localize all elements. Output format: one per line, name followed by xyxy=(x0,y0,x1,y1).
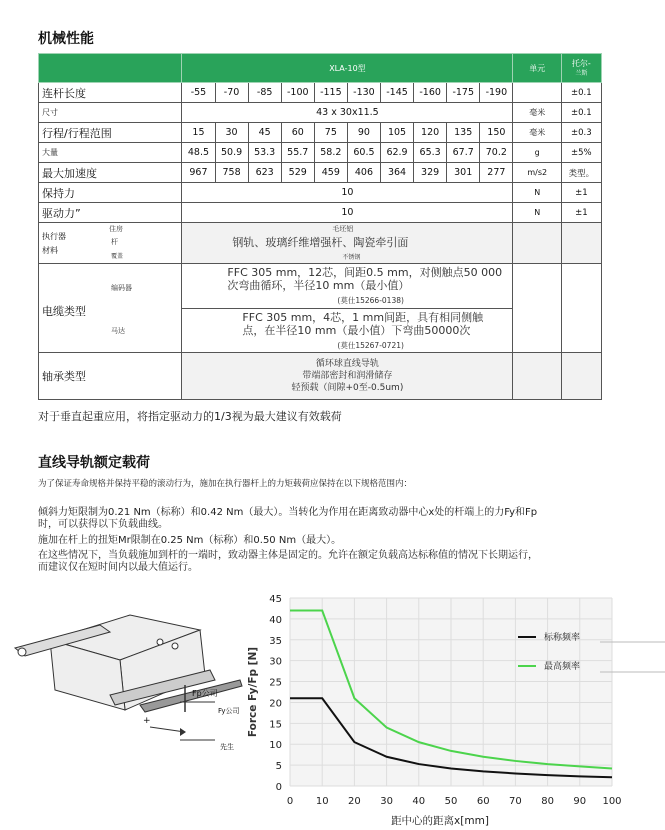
fy-label: Fy公司 xyxy=(218,707,240,715)
row-value: 406 xyxy=(347,163,380,183)
y-tick-label: 35 xyxy=(269,635,282,647)
x-tick-label: 30 xyxy=(380,796,393,807)
cable-row xyxy=(39,264,665,353)
row-label: 驱动力” xyxy=(39,203,182,223)
row-value: -130 xyxy=(347,83,380,103)
material-label-1: 执行器 xyxy=(42,232,66,241)
row-tolerance: ±0.1 xyxy=(561,103,601,123)
material-sub-housing: 住房 xyxy=(109,225,123,233)
row-unit: m/s2 xyxy=(513,163,562,183)
material-rod-value: 钢轨、玻璃纤维增强杆、陶瓷牵引面 xyxy=(232,236,409,249)
row-value: 70.2 xyxy=(480,143,513,163)
row-value: 277 xyxy=(480,163,513,183)
model-header: XLA-10型 xyxy=(182,54,513,83)
unit-header: 单元 xyxy=(513,54,562,83)
row-value: 90 xyxy=(347,123,380,143)
row-value: 364 xyxy=(380,163,413,183)
row-span-value: 10 xyxy=(182,183,513,203)
x-tick-label: 70 xyxy=(509,796,522,807)
row-span-value: 43 x 30x11.5 xyxy=(182,103,513,123)
spec-table xyxy=(38,53,665,400)
material-row xyxy=(39,223,665,264)
row-value: 135 xyxy=(447,123,480,143)
actuator-illustration xyxy=(10,600,260,760)
fp-label: Fp公司 xyxy=(192,689,218,698)
tolerance-header: 托尔- 兰斯 xyxy=(561,54,601,83)
row-value: -175 xyxy=(447,83,480,103)
encoder-cable-line2: 次弯曲循环，半径10 mm（最小值） xyxy=(227,279,410,292)
row-value: 120 xyxy=(414,123,447,143)
paragraph-conditions-line1: 在这些情况下，当负载施加到杆的一端时，致动器主体是固定的。允许在额定负载高达标称值的情况下长期运行， xyxy=(38,550,538,561)
paragraph-torque: 施加在杆上的扭矩Mr限制在0.25 Nm（标称）和0.50 Nm（最大）。 xyxy=(38,535,342,546)
table-row xyxy=(39,83,665,103)
paragraph-tilt-line1: 倾斜力矩限制为0.21 Nm（标称）和0.42 Nm（最大）。当转化为作用在距离致动器中心x处的杆端上的力Fy和Fp xyxy=(38,507,538,518)
row-tolerance: ±0.1 xyxy=(561,83,601,103)
x-tick-label: 40 xyxy=(412,796,426,807)
row-value: 45 xyxy=(248,123,281,143)
table-row xyxy=(39,143,665,163)
y-tick-label: 5 xyxy=(275,761,282,773)
encoder-cable-line1: FFC 305 mm，12芯，间距0.5 mm，对侧触点50 000 xyxy=(227,266,503,279)
row-value: 150 xyxy=(480,123,513,143)
x-axis-label: 距中心的距离x[mm] xyxy=(391,815,489,827)
row-value: 55.7 xyxy=(281,143,314,163)
table-row xyxy=(39,163,665,183)
y-tick-label: 30 xyxy=(269,656,282,668)
cable-sub-motor: 马达 xyxy=(111,327,125,335)
row-value: 623 xyxy=(248,163,281,183)
row-value: -100 xyxy=(281,83,314,103)
row-value: -70 xyxy=(215,83,248,103)
legend-label-nominal: 标称频率 xyxy=(544,633,581,643)
row-value: -55 xyxy=(182,83,215,103)
vertical-load-note: 对于垂直起重应用，将指定驱动力的1/3视为最大建议有效载荷 xyxy=(38,410,342,423)
row-span-value: 10 xyxy=(182,203,513,223)
row-value: 15 xyxy=(182,123,215,143)
x-tick-label: 0 xyxy=(286,796,294,807)
row-value: 60.5 xyxy=(347,143,380,163)
x-tick-label: 50 xyxy=(444,796,458,807)
material-housing-value: 毛坯铝 xyxy=(332,225,354,233)
y-tick-label: 40 xyxy=(269,614,282,626)
x-tick-label: 100 xyxy=(602,796,622,807)
row-label: 保持力 xyxy=(39,183,182,203)
row-value: -190 xyxy=(480,83,513,103)
motor-cable-ref: (莫仕15267-0721) xyxy=(337,341,404,350)
y-tick-label: 10 xyxy=(269,740,282,752)
x-tick-label: 10 xyxy=(315,796,329,807)
row-value: -85 xyxy=(248,83,281,103)
section-title-rail-load: 直线导轨额定载荷 xyxy=(38,455,150,471)
row-value: 459 xyxy=(314,163,347,183)
y-tick-label: 15 xyxy=(269,719,282,731)
row-value: 329 xyxy=(414,163,447,183)
table-row xyxy=(39,203,665,223)
row-value: 58.2 xyxy=(314,143,347,163)
x-label: 先生 xyxy=(220,743,234,751)
row-unit xyxy=(513,83,562,103)
material-cover-value: 不锈钢 xyxy=(342,254,361,261)
cable-sub-encoder: 编码器 xyxy=(111,284,132,292)
row-value: 758 xyxy=(215,163,248,183)
motor-cable-line2: 点，在半径10 mm（最小值）下弯曲50000次 xyxy=(242,324,471,337)
row-unit: N xyxy=(513,203,562,223)
legend-label-max: 最高频率 xyxy=(544,662,581,672)
row-unit: N xyxy=(513,183,562,203)
row-value: 529 xyxy=(281,163,314,183)
row-value: 105 xyxy=(380,123,413,143)
x-tick-label: 90 xyxy=(573,796,587,807)
table-row xyxy=(39,103,665,123)
y-axis-label: Force Fy/Fp [N] xyxy=(247,646,259,738)
row-label: 行程/行程范围 xyxy=(39,123,182,143)
row-label: 大量 xyxy=(39,143,182,163)
row-value: 53.3 xyxy=(248,143,281,163)
table-header-row xyxy=(39,54,665,83)
paragraph-intro: 为了保证寿命规格并保持平稳的滚动行为，施加在执行器杆上的力矩载荷应保持在以下规格范围内： xyxy=(38,479,413,489)
row-value: 65.3 xyxy=(414,143,447,163)
x-tick-label: 80 xyxy=(541,796,554,807)
material-sub-rod: 杆 xyxy=(111,238,118,246)
row-unit: 毫米 xyxy=(513,103,562,123)
x-tick-label: 60 xyxy=(476,796,490,807)
row-value: 50.9 xyxy=(215,143,248,163)
y-tick-label: 0 xyxy=(275,782,282,793)
row-label: 尺寸 xyxy=(39,103,182,123)
row-tolerance: ±5% xyxy=(561,143,601,163)
paragraph-tilt-line2: 时，可以获得以下负载曲线。 xyxy=(38,519,168,530)
row-label: 最大加速度 xyxy=(39,163,182,183)
plus-sign: + xyxy=(143,716,151,726)
material-label-2: 材料 xyxy=(42,246,58,255)
row-label: 连杆长度 xyxy=(39,83,182,103)
row-value: 67.7 xyxy=(447,143,480,163)
bearing-label: 轴承类型 xyxy=(39,353,182,400)
table-row xyxy=(39,123,665,143)
row-value: 75 xyxy=(314,123,347,143)
row-unit: g xyxy=(513,143,562,163)
row-value: 48.5 xyxy=(182,143,215,163)
bearing-line3: 轻预载（间隙+0至-0.5um) xyxy=(291,383,404,393)
row-value: 62.9 xyxy=(380,143,413,163)
row-value: -160 xyxy=(414,83,447,103)
material-sub-cover: 覆盖 xyxy=(111,253,124,260)
row-value: 60 xyxy=(281,123,314,143)
row-unit: 毫米 xyxy=(513,123,562,143)
cable-label: 电缆类型 xyxy=(42,305,86,318)
row-tolerance: 类型。 xyxy=(561,163,601,183)
row-value: -115 xyxy=(314,83,347,103)
row-tolerance: ±0.3 xyxy=(561,123,601,143)
encoder-cable-ref: (莫仕15266-0138) xyxy=(337,296,404,305)
x-tick-label: 20 xyxy=(348,796,361,807)
row-tolerance: ±1 xyxy=(561,183,601,203)
table-row xyxy=(39,183,665,203)
y-tick-label: 25 xyxy=(269,677,282,689)
row-value: 301 xyxy=(447,163,480,183)
y-tick-label: 20 xyxy=(269,698,282,710)
row-value: 30 xyxy=(215,123,248,143)
load-chart xyxy=(240,588,665,830)
motor-cable-line1: FFC 305 mm，4芯，1 mm间距，具有相同侧触 xyxy=(242,311,484,324)
row-value: 967 xyxy=(182,163,215,183)
bearing-line1: 循环球直线导轨 xyxy=(315,359,379,369)
paragraph-conditions-line2: 而建议仅在短时间内以最大值运行。 xyxy=(38,562,198,573)
y-tick-label: 45 xyxy=(269,594,282,605)
row-tolerance: ±1 xyxy=(561,203,601,223)
row-value: -145 xyxy=(380,83,413,103)
bearing-line2: 带端部密封和润滑储存 xyxy=(302,371,393,381)
bearing-row xyxy=(39,353,665,400)
section-title-mechanical: 机械性能 xyxy=(38,31,94,47)
